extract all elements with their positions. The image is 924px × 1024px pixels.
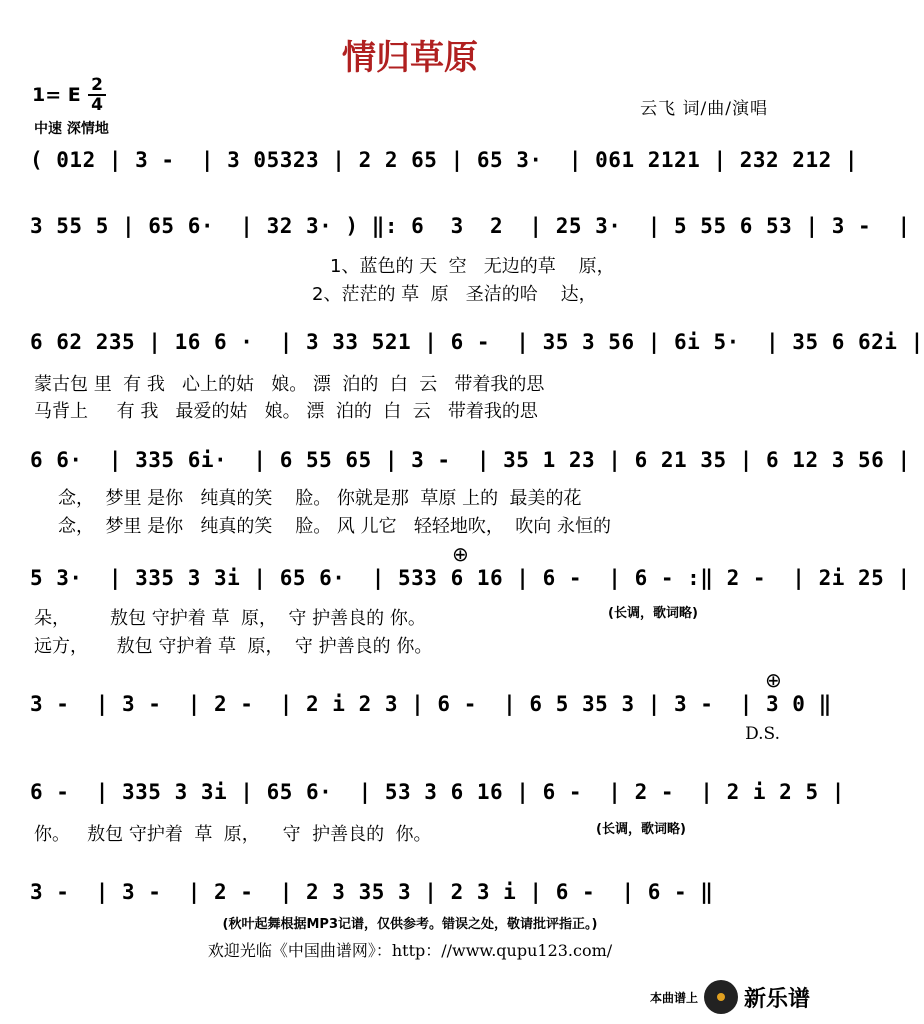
meter-top: 2 bbox=[91, 75, 103, 95]
score-row: 3 - | 3 - | 2 - | 2 i 2 3 | 6 - | 6 5 35 3 | 3 - | 3 0 ‖ bbox=[30, 692, 832, 716]
credit: 云飞 词/曲/演唱 bbox=[640, 99, 768, 119]
lyric-line: 远方， 敖包 守护着 草 原， 守 护善良的 你。 bbox=[34, 636, 433, 657]
lyric-line: 1、蓝色的 天 空 无边的草 原， bbox=[330, 256, 615, 277]
long-tone-note: (长调，歌词略) bbox=[608, 606, 698, 621]
transcription-note: (秋叶起舞根据MP3记谱，仅供参考。错误之处，敬请批评指正。) bbox=[222, 917, 598, 932]
score-row: 6 - | 335 3 3i | 65 6· | 53 3 6 16 | 6 - | 2 - | 2 i 2 5 | bbox=[30, 780, 845, 804]
meter-bottom: 4 bbox=[91, 95, 103, 115]
time-signature bbox=[88, 76, 106, 114]
tempo-marking: 中速 深情地 bbox=[34, 121, 109, 137]
coda-icon: ⊕ bbox=[765, 668, 782, 692]
page-title: 情归草原 bbox=[342, 38, 478, 78]
lyric-line: 2、茫茫的 草 原 圣洁的哈 达， bbox=[312, 284, 597, 305]
record-disc-icon bbox=[704, 980, 738, 1014]
brand-prefix: 本曲谱上 bbox=[649, 990, 698, 1005]
brand-name: 新乐谱 bbox=[743, 986, 810, 1012]
key-signature: 1= E bbox=[32, 84, 81, 106]
score-row: ( 012 | 3 - | 3 05323 | 2 2 65 | 65 3· | 061 2121 | 232 212 | bbox=[30, 148, 859, 172]
dal-segno: D.S. bbox=[745, 724, 780, 744]
lyric-line: 念， 梦里 是你 纯真的笑 脸。 你就是那 草原 上的 最美的花 bbox=[58, 488, 582, 509]
long-tone-note: (长调，歌词略) bbox=[596, 822, 686, 837]
lyric-line: 你。 敖包 守护着 草 原， 守 护善良的 你。 bbox=[34, 824, 432, 845]
brand-badge bbox=[650, 980, 810, 1014]
lyric-line: 念， 梦里 是你 纯真的笑 脸。 风 儿它 轻轻地吹， 吹向 永恒的 bbox=[58, 516, 611, 537]
score-row: 3 55 5 | 65 6· | 32 3· ) ‖: 6 3 2 | 25 3· | 5 55 6 53 | 3 - | bbox=[30, 214, 911, 238]
score-row: 6 6· | 335 6i· | 6 55 65 | 3 - | 35 1 23 | 6 21 35 | 6 12 3 56 | bbox=[30, 448, 911, 472]
score-row: 5 3· | 335 3 3i | 65 6· | 533 6 16 | 6 - | 6 - :‖ 2 - | 2i 25 | bbox=[30, 566, 911, 590]
score-row: 6 62 235 | 16 6 · | 3 33 521 | 6 - | 35 3 56 | 6i 5· | 35 6 62i | bbox=[30, 330, 924, 354]
lyric-line: 蒙古包 里 有 我 心上的姑 娘。 漂 泊的 白 云 带着我的思 bbox=[34, 374, 545, 395]
site-welcome: 欢迎光临《中国曲谱网》：http：//www.qupu123.com/ bbox=[207, 941, 613, 960]
score-row: 3 - | 3 - | 2 - | 2 3 35 3 | 2 3 i | 6 - | 6 - ‖ bbox=[30, 880, 714, 904]
lyric-line: 马背上 有 我 最爱的姑 娘。 漂 泊的 白 云 带着我的思 bbox=[34, 401, 538, 422]
lyric-line: 朵， 敖包 守护着 草 原， 守 护善良的 你。 bbox=[34, 608, 426, 629]
coda-icon: ⊕ bbox=[452, 542, 469, 566]
